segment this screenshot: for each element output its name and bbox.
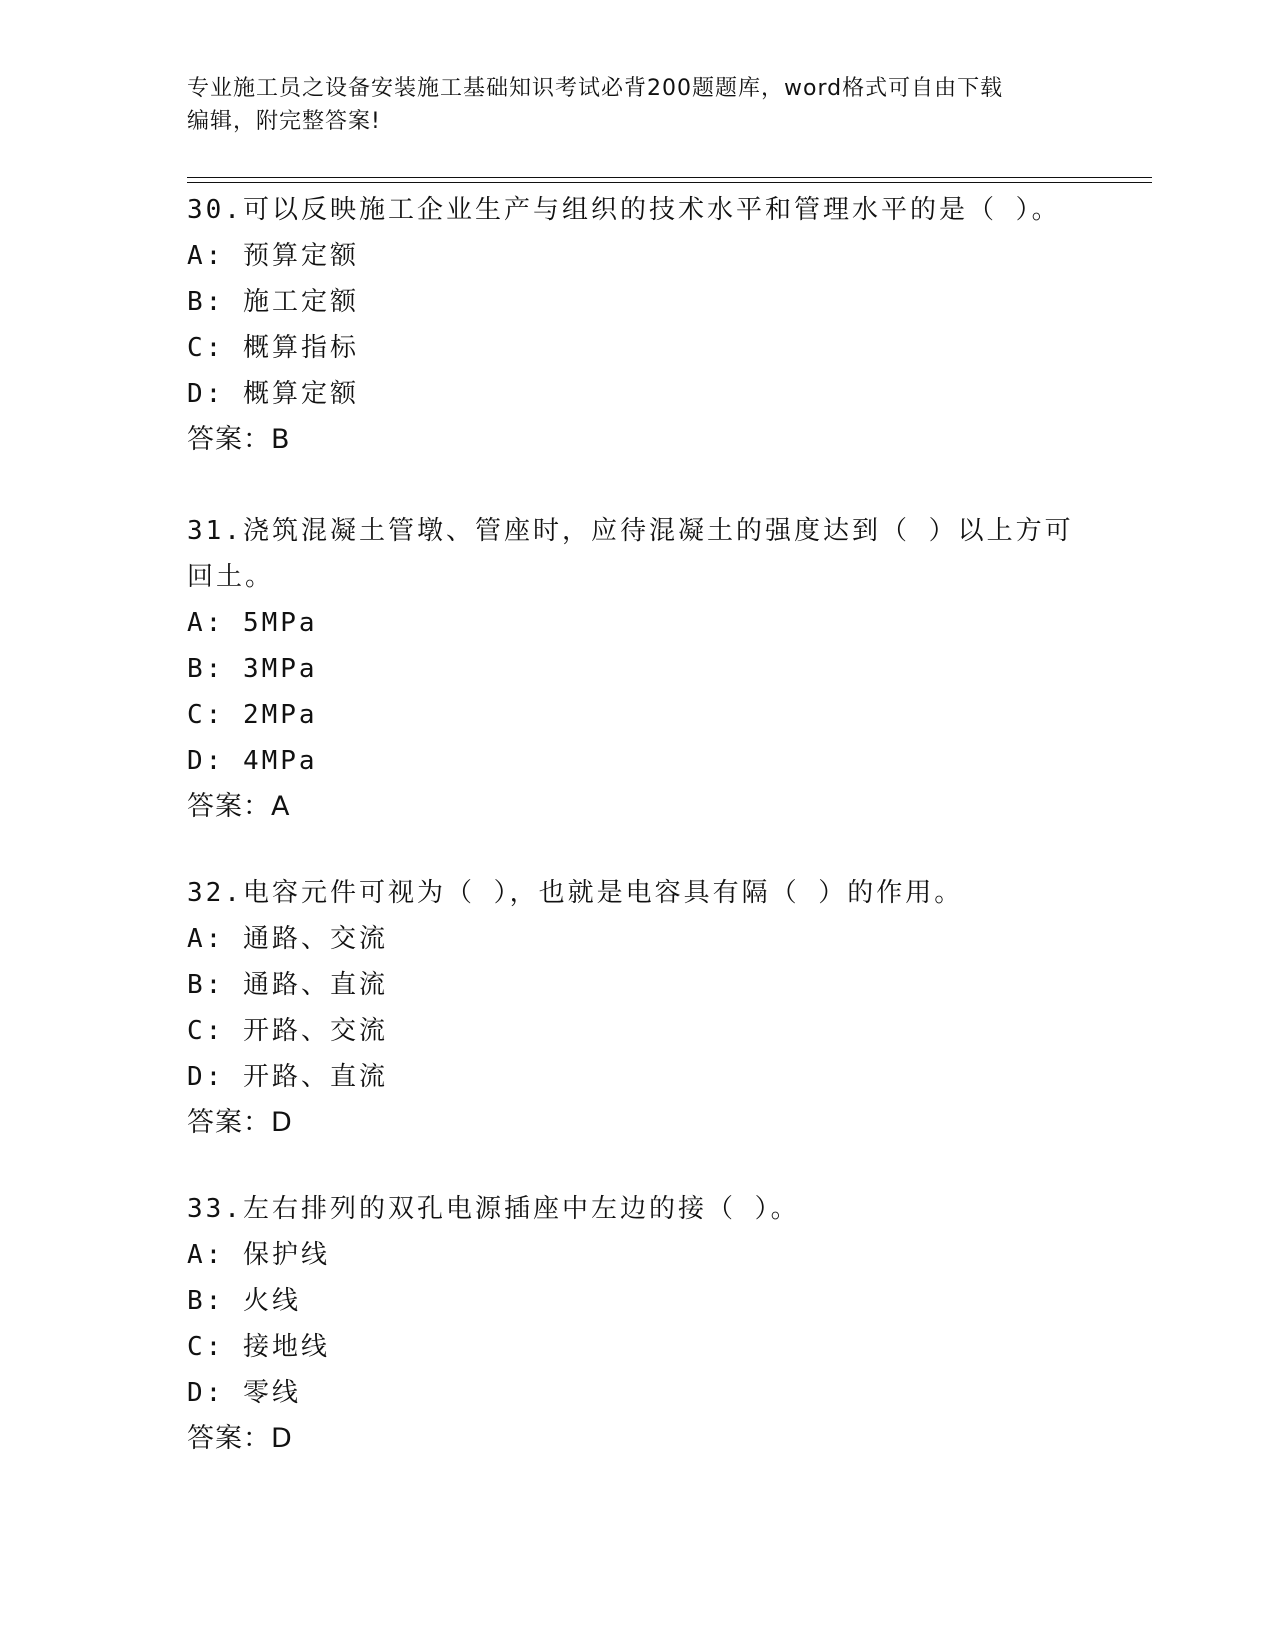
option-c: C: 接地线	[187, 1332, 330, 1362]
option-a: A: 预算定额	[187, 241, 359, 271]
answer: 答案：A	[187, 791, 291, 822]
option-d: D: 4MPa	[187, 746, 318, 776]
question-stem: 30.可以反映施工企业生产与组织的技术水平和管理水平的是（ ）。	[187, 195, 1061, 225]
option-b: B: 3MPa	[187, 654, 318, 684]
option-b: B: 通路、直流	[187, 970, 388, 1000]
option-a: A: 5MPa	[187, 608, 318, 638]
question-32	[187, 870, 1087, 1146]
header-divider-bottom	[187, 182, 1152, 183]
answer: 答案：D	[187, 1423, 293, 1454]
question-stem-continued: 回土。	[187, 562, 275, 592]
header-title-line-1: 专业施工员之设备安装施工基础知识考试必背200题题库，word格式可自由下载	[187, 76, 1004, 101]
option-b: B: 施工定额	[187, 287, 359, 317]
question-33	[187, 1186, 1087, 1462]
question-30	[187, 187, 1087, 463]
option-c: C: 2MPa	[187, 700, 318, 730]
question-stem: 33.左右排列的双孔电源插座中左边的接（ ）。	[187, 1194, 800, 1224]
header-title-line-2: 编辑，附完整答案!	[187, 109, 381, 134]
option-d: D: 零线	[187, 1378, 301, 1408]
question-stem: 32.电容元件可视为（ ），也就是电容具有隔（ ）的作用。	[187, 878, 964, 908]
question-31	[187, 508, 1087, 830]
option-a: A: 保护线	[187, 1240, 330, 1270]
option-d: D: 概算定额	[187, 379, 359, 409]
question-stem: 31.浇筑混凝土管墩、管座时，应待混凝土的强度达到（ ）以上方可	[187, 516, 1074, 546]
header-divider-top	[187, 177, 1152, 178]
option-c: C: 开路、交流	[187, 1016, 388, 1046]
answer: 答案：D	[187, 1107, 293, 1138]
document-header	[187, 72, 1087, 138]
option-a: A: 通路、交流	[187, 924, 388, 954]
option-c: C: 概算指标	[187, 333, 359, 363]
option-d: D: 开路、直流	[187, 1062, 388, 1092]
option-b: B: 火线	[187, 1286, 301, 1316]
answer: 答案：B	[187, 424, 291, 455]
